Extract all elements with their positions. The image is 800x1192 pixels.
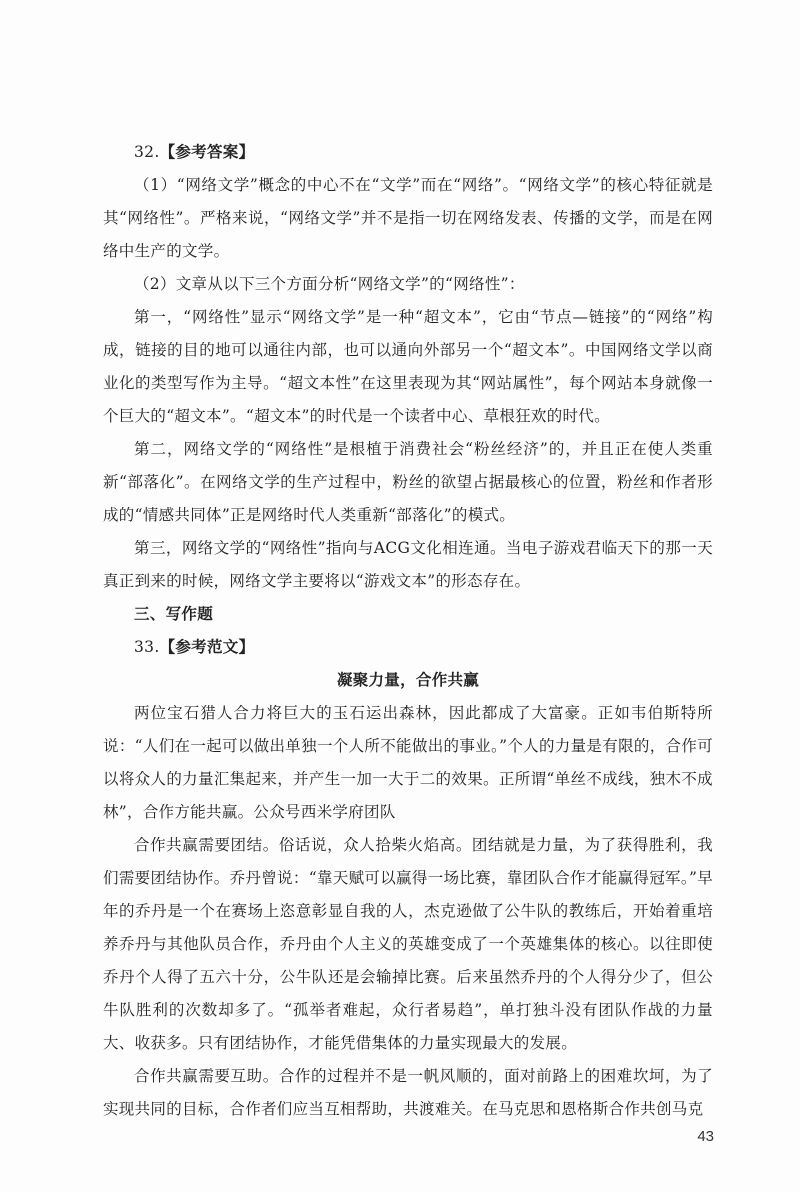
essay-paragraph: 合作共赢需要互助。合作的过程并不是一帆风顺的，面对前路上的困难坎坷，为了实现共同的目标，合作者们应当互相帮助，共渡难关。在马克思和恩格斯合作共创马克: [103, 1067, 713, 1118]
section-heading: 三、写作题: [134, 605, 214, 623]
answer-33-heading: [103, 631, 713, 664]
answer-32-paragraph: （2）文章从以下三个方面分析“网络文学”的“网络性”：: [134, 275, 525, 293]
answer-32-paragraph: （1）“网络文学”概念的中心不在“文学”而在“网络”。“网络文学”的核心特征就是其“网络性”。严格来说，“网络文学”并不是指一切在网络发表、传播的文学，而是在网络中生产的文学。: [103, 176, 713, 260]
question-number: 33.: [134, 638, 160, 656]
answer-32-paragraph: 第三，网络文学的“网络性”指向与ACG文化相连通。当电子游戏君临天下的那一天真正到来的时候，网络文学主要将以“游戏文本”的形态存在。: [103, 539, 713, 590]
answer-label: 【参考范文】: [159, 638, 255, 656]
essay-paragraph: 两位宝石猎人合力将巨大的玉石运出森林，因此都成了大富豪。正如韦伯斯特所说：“人们在一起可以做出单独一个人所不能做出的事业。”个人的力量是有限的，合作可以将众人的力量汇集起来，并产生一加一大于二的效果。正所谓“单丝不成线，独木不成林”，合作方能共赢。公众号西米学府团队: [103, 704, 713, 821]
page-content: [103, 136, 713, 1126]
page-number: 43: [697, 1128, 714, 1145]
answer-label: 【参考答案】: [159, 143, 255, 161]
answer-32-heading: [103, 136, 713, 169]
essay-title: 凝聚力量，合作共赢: [336, 671, 480, 689]
answer-32-paragraph: 第一，“网络性”显示“网络文学”是一种“超文本”，它由“节点—链接”的“网络”构成，链接的目的地可以通往内部，也可以通向外部另一个“超文本”。中国网络文学以商业化的类型写作为主导。“超文本性”在这里表现为其“网站属性”，每个网站本身就像一个巨大的“超文本”。“超文本”的时代是一个读者中心、草根狂欢的时代。: [103, 308, 713, 425]
essay-paragraph: 合作共赢需要团结。俗话说，众人拾柴火焰高。团结就是力量，为了获得胜利，我们需要团结协作。乔丹曾说：“靠天赋可以赢得一场比赛，靠团队合作才能赢得冠军。”早年的乔丹是一个在赛场上恣意彰显自我的人，杰克逊做了公牛队的教练后，开始着重培养乔丹与其他队员合作，乔丹由个人主义的英雄变成了一个英雄集体的核心。以往即使乔丹个人得了五六十分，公牛队还是会输掉比赛。后来虽然乔丹的个人得分少了，但公牛队胜利的次数却多了。“孤举者难起，众行者易趋”，单打独斗没有团队作战的力量大、收获多。只有团结协作，才能凭借集体的力量实现最大的发展。: [103, 836, 713, 1052]
answer-32-paragraph: 第二，网络文学的“网络性”是根植于消费社会“粉丝经济”的，并且正在使人类重新“部落化”。在网络文学的生产过程中，粉丝的欲望占据最核心的位置，粉丝和作者形成的“情感共同体”正是网络时代人类重新“部落化”的模式。: [103, 440, 713, 524]
question-number: 32.: [134, 143, 160, 161]
